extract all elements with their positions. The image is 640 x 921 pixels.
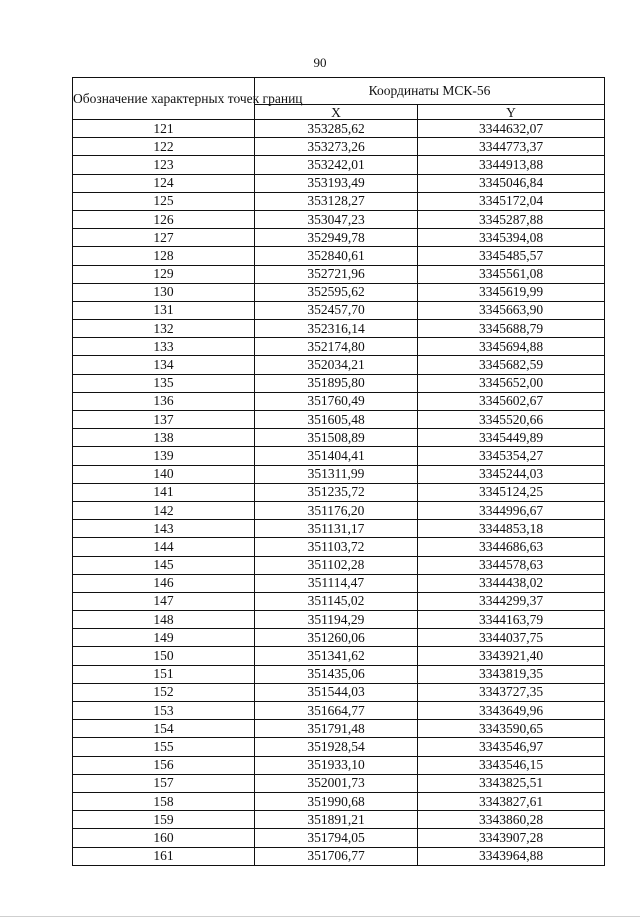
cell-y: 3344037,75 [418, 629, 605, 647]
cell-point-number: 143 [73, 520, 255, 538]
table-row [73, 429, 605, 447]
header-x: X [255, 105, 418, 120]
cell-point-number: 148 [73, 611, 255, 629]
cell-point-number: 131 [73, 301, 255, 319]
cell-x: 351990,68 [255, 792, 418, 810]
cell-point-number: 156 [73, 756, 255, 774]
cell-x: 351928,54 [255, 738, 418, 756]
table-row [73, 829, 605, 847]
cell-x: 352316,14 [255, 320, 418, 338]
table-row [73, 556, 605, 574]
cell-x: 351114,47 [255, 574, 418, 592]
cell-y: 3343819,35 [418, 665, 605, 683]
cell-y: 3345124,25 [418, 483, 605, 501]
cell-point-number: 129 [73, 265, 255, 283]
cell-y: 3345561,08 [418, 265, 605, 283]
cell-y: 3345602,67 [418, 392, 605, 410]
cell-x: 351891,21 [255, 811, 418, 829]
header-point-designation: Обозначение характерных точек границ [73, 78, 255, 120]
cell-point-number: 144 [73, 538, 255, 556]
cell-point-number: 132 [73, 320, 255, 338]
table-row [73, 574, 605, 592]
table-row [73, 192, 605, 210]
cell-x: 352840,61 [255, 247, 418, 265]
cell-x: 351791,48 [255, 720, 418, 738]
table-row [73, 720, 605, 738]
table-row [73, 283, 605, 301]
cell-y: 3344773,37 [418, 138, 605, 156]
cell-x: 352595,62 [255, 283, 418, 301]
table-row [73, 374, 605, 392]
cell-point-number: 130 [73, 283, 255, 301]
cell-point-number: 124 [73, 174, 255, 192]
cell-point-number: 127 [73, 229, 255, 247]
cell-point-number: 160 [73, 829, 255, 847]
table-row [73, 483, 605, 501]
cell-x: 353242,01 [255, 156, 418, 174]
cell-x: 352721,96 [255, 265, 418, 283]
scan-edge-line [0, 916, 640, 917]
cell-x: 351760,49 [255, 392, 418, 410]
cell-y: 3345652,00 [418, 374, 605, 392]
cell-x: 351664,77 [255, 702, 418, 720]
table-row [73, 756, 605, 774]
header-coordinate-system: Координаты МСК-56 [255, 78, 605, 105]
cell-point-number: 146 [73, 574, 255, 592]
page-number: 90 [313, 55, 327, 70]
cell-x: 352174,80 [255, 338, 418, 356]
table-row [73, 120, 605, 138]
table-row [73, 447, 605, 465]
table-row [73, 229, 605, 247]
table-row [73, 520, 605, 538]
cell-point-number: 142 [73, 501, 255, 519]
cell-x: 351435,06 [255, 665, 418, 683]
cell-x: 353047,23 [255, 210, 418, 228]
cell-y: 3345619,99 [418, 283, 605, 301]
table-row [73, 629, 605, 647]
cell-y: 3344163,79 [418, 611, 605, 629]
table-row [73, 738, 605, 756]
cell-y: 3343907,28 [418, 829, 605, 847]
cell-point-number: 158 [73, 792, 255, 810]
cell-x: 351341,62 [255, 647, 418, 665]
cell-point-number: 141 [73, 483, 255, 501]
cell-y: 3345485,57 [418, 247, 605, 265]
cell-y: 3343921,40 [418, 647, 605, 665]
cell-y: 3344996,67 [418, 501, 605, 519]
cell-x: 351102,28 [255, 556, 418, 574]
table-row [73, 301, 605, 319]
cell-y: 3344632,07 [418, 120, 605, 138]
header-y: Y [418, 105, 605, 120]
cell-point-number: 155 [73, 738, 255, 756]
cell-x: 352034,21 [255, 356, 418, 374]
table-row [73, 210, 605, 228]
cell-point-number: 121 [73, 120, 255, 138]
cell-point-number: 136 [73, 392, 255, 410]
cell-y: 3345394,08 [418, 229, 605, 247]
table-row [73, 647, 605, 665]
cell-point-number: 122 [73, 138, 255, 156]
cell-x: 353273,26 [255, 138, 418, 156]
table-row [73, 247, 605, 265]
cell-y: 3343546,15 [418, 756, 605, 774]
cell-point-number: 135 [73, 374, 255, 392]
table-row [73, 356, 605, 374]
cell-point-number: 150 [73, 647, 255, 665]
cell-point-number: 157 [73, 774, 255, 792]
cell-point-number: 145 [73, 556, 255, 574]
cell-y: 3345354,27 [418, 447, 605, 465]
cell-y: 3344578,63 [418, 556, 605, 574]
cell-y: 3344853,18 [418, 520, 605, 538]
cell-y: 3344913,88 [418, 156, 605, 174]
table-row [73, 320, 605, 338]
table-row [73, 774, 605, 792]
cell-x: 351194,29 [255, 611, 418, 629]
cell-point-number: 159 [73, 811, 255, 829]
cell-x: 351176,20 [255, 501, 418, 519]
cell-point-number: 125 [73, 192, 255, 210]
cell-point-number: 153 [73, 702, 255, 720]
cell-y: 3343649,96 [418, 702, 605, 720]
cell-y: 3345682,59 [418, 356, 605, 374]
cell-x: 351260,06 [255, 629, 418, 647]
cell-y: 3343827,61 [418, 792, 605, 810]
coordinates-table [72, 77, 605, 866]
table-row [73, 174, 605, 192]
cell-y: 3343546,97 [418, 738, 605, 756]
table-row [73, 138, 605, 156]
table-row [73, 156, 605, 174]
table-row [73, 665, 605, 683]
cell-x: 351544,03 [255, 683, 418, 701]
cell-point-number: 126 [73, 210, 255, 228]
cell-y: 3345663,90 [418, 301, 605, 319]
cell-y: 3345688,79 [418, 320, 605, 338]
cell-x: 353285,62 [255, 120, 418, 138]
cell-x: 351508,89 [255, 429, 418, 447]
cell-x: 351605,48 [255, 411, 418, 429]
cell-x: 351311,99 [255, 465, 418, 483]
cell-y: 3343860,28 [418, 811, 605, 829]
table-row [73, 702, 605, 720]
cell-y: 3345694,88 [418, 338, 605, 356]
cell-point-number: 147 [73, 592, 255, 610]
table-row [73, 265, 605, 283]
table-row [73, 611, 605, 629]
cell-x: 351895,80 [255, 374, 418, 392]
cell-point-number: 133 [73, 338, 255, 356]
cell-y: 3343590,65 [418, 720, 605, 738]
cell-point-number: 123 [73, 156, 255, 174]
cell-point-number: 137 [73, 411, 255, 429]
cell-x: 352457,70 [255, 301, 418, 319]
table-row [73, 683, 605, 701]
cell-y: 3345172,04 [418, 192, 605, 210]
cell-point-number: 149 [73, 629, 255, 647]
table-row [73, 592, 605, 610]
cell-point-number: 140 [73, 465, 255, 483]
cell-y: 3345046,84 [418, 174, 605, 192]
table-row [73, 411, 605, 429]
table-row [73, 811, 605, 829]
cell-x: 353193,49 [255, 174, 418, 192]
cell-x: 351404,41 [255, 447, 418, 465]
table-row [73, 392, 605, 410]
table-row [73, 792, 605, 810]
cell-x: 351794,05 [255, 829, 418, 847]
cell-point-number: 161 [73, 847, 255, 865]
cell-x: 351103,72 [255, 538, 418, 556]
cell-point-number: 139 [73, 447, 255, 465]
table-row [73, 538, 605, 556]
cell-y: 3343825,51 [418, 774, 605, 792]
cell-y: 3344299,37 [418, 592, 605, 610]
cell-point-number: 138 [73, 429, 255, 447]
table-body [73, 120, 605, 866]
cell-x: 351131,17 [255, 520, 418, 538]
cell-y: 3345287,88 [418, 210, 605, 228]
cell-y: 3345244,03 [418, 465, 605, 483]
cell-y: 3344438,02 [418, 574, 605, 592]
cell-x: 352949,78 [255, 229, 418, 247]
cell-point-number: 128 [73, 247, 255, 265]
cell-point-number: 154 [73, 720, 255, 738]
table-row [73, 501, 605, 519]
cell-x: 351933,10 [255, 756, 418, 774]
cell-point-number: 134 [73, 356, 255, 374]
cell-point-number: 152 [73, 683, 255, 701]
table-row [73, 847, 605, 865]
cell-y: 3345520,66 [418, 411, 605, 429]
cell-x: 351235,72 [255, 483, 418, 501]
cell-x: 352001,73 [255, 774, 418, 792]
cell-y: 3343727,35 [418, 683, 605, 701]
table-row [73, 338, 605, 356]
table-row [73, 465, 605, 483]
cell-y: 3344686,63 [418, 538, 605, 556]
cell-y: 3343964,88 [418, 847, 605, 865]
cell-x: 351706,77 [255, 847, 418, 865]
cell-point-number: 151 [73, 665, 255, 683]
cell-x: 351145,02 [255, 592, 418, 610]
cell-x: 353128,27 [255, 192, 418, 210]
cell-y: 3345449,89 [418, 429, 605, 447]
